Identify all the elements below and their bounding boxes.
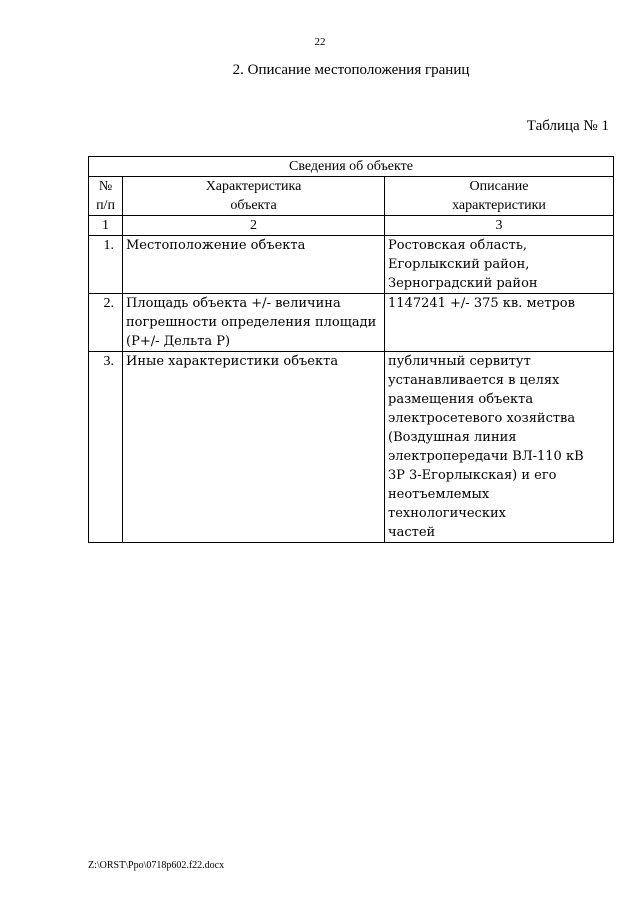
row-characteristic xyxy=(123,294,385,352)
cell-line: Егорлыкский район, xyxy=(388,257,530,272)
row-number: 2. xyxy=(89,294,123,352)
cell-line: размещения объекта xyxy=(388,392,534,407)
header-characteristic-line: объекта xyxy=(230,198,277,213)
table-header-row xyxy=(89,177,614,216)
cell-line: Ростовская область, xyxy=(388,238,528,253)
cell-line: Иные характеристики объекта xyxy=(126,354,339,369)
object-info-table xyxy=(88,156,614,543)
table-title-row xyxy=(89,157,614,177)
cell-line: (Воздушная линия xyxy=(388,430,517,445)
row-characteristic xyxy=(123,352,385,543)
header-description-line: Описание xyxy=(469,179,529,194)
row-description xyxy=(385,294,614,352)
row-description xyxy=(385,352,614,543)
table-row xyxy=(89,352,614,543)
header-description xyxy=(385,177,614,216)
cell-line: устанавливается в целях xyxy=(388,373,560,388)
row-characteristic xyxy=(123,236,385,294)
footer-file-path: Z:\ORST\Ppo\0718p602.f22.docx xyxy=(88,860,225,871)
header-characteristic-line: Характеристика xyxy=(205,179,302,194)
row-number: 3. xyxy=(89,352,123,543)
column-number-row xyxy=(89,216,614,236)
column-number: 2 xyxy=(123,216,385,236)
section-heading: 2. Описание местоположения границ xyxy=(232,62,470,78)
table-row xyxy=(89,236,614,294)
cell-line: Зерноградский район xyxy=(388,276,538,291)
cell-line: неотъемлемых технологических xyxy=(388,487,506,521)
column-number: 3 xyxy=(385,216,614,236)
table-row xyxy=(89,294,614,352)
column-number: 1 xyxy=(89,216,123,236)
row-number: 1. xyxy=(89,236,123,294)
table-caption: Таблица № 1 xyxy=(526,118,609,134)
page-number: 22 xyxy=(314,36,326,48)
cell-line: частей xyxy=(388,525,436,540)
header-num-line: п/п xyxy=(96,198,115,213)
cell-line: погрешности определения площади xyxy=(126,315,377,330)
cell-line: электросетевого хозяйства xyxy=(388,411,576,426)
table-title: Сведения об объекте xyxy=(89,157,614,177)
cell-line: Местоположение объекта xyxy=(126,238,306,253)
cell-line: публичный сервитут xyxy=(388,354,531,369)
header-num-line: № xyxy=(98,179,113,194)
cell-line: (P+/- Дельта P) xyxy=(126,334,231,349)
cell-line: Площадь объекта +/- величина xyxy=(126,296,341,311)
cell-line: электропередачи ВЛ-110 кВ xyxy=(388,449,584,464)
header-num xyxy=(89,177,123,216)
cell-line: ЗР 3-Егорлыкская) и его xyxy=(388,468,557,483)
cell-line: 1147241 +/- 375 кв. метров xyxy=(388,296,575,311)
header-characteristic xyxy=(123,177,385,216)
header-description-line: характеристики xyxy=(452,198,546,213)
row-description xyxy=(385,236,614,294)
